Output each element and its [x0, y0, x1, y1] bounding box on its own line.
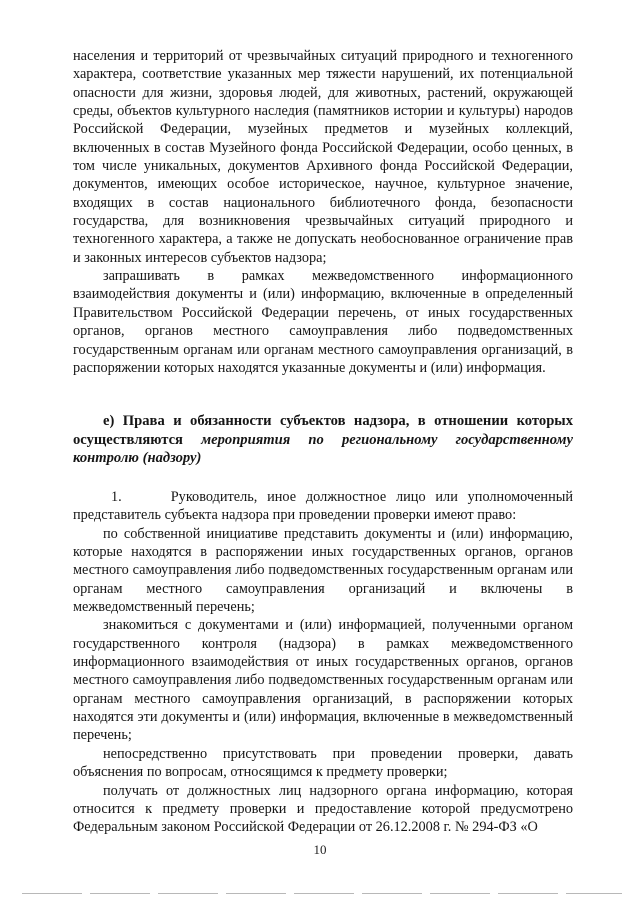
main-text-block [73, 488, 573, 837]
section-heading-text [73, 412, 573, 468]
paragraph-right-receive-info: получать от должностных лиц надзорного органа информацию, которая относится к предмету проверки и предоставление которой предусмотрено Федеральным законом Российской Федерации от 26.12.2008 г. № 294-ФЗ «О [73, 782, 573, 836]
section-heading [73, 412, 573, 468]
section-heading-prefix: е) Права и обязанности субъектов надзора, в отношении которых осуществляются [73, 413, 573, 448]
paragraph-right-attend: непосредственно присутствовать при проведении проверки, давать объяснения по вопросам, относящимся к предмету проверки; [73, 745, 573, 781]
paragraph-right-familiarize: знакомиться с документами и (или) информацией, полученными органом государственного контроля (надзора) в рамках межведомственного информационного взаимодействия от иных государственных органов, органов местного самоуправления либо подведомственных государственным органам или органам местного самоуправления организаций, в распоряжении которых находятся эти документы и (или) информация, включенные в межведомственный перечень; [73, 617, 573, 744]
page-number: 10 [313, 842, 327, 857]
footer-scan-line [22, 893, 622, 894]
section-heading-italic: мероприятия по региональному государственному контролю (надзору) [73, 431, 573, 466]
paragraph-continuation: населения и территорий от чрезвычайных ситуаций природного и техногенного характера, соответствие указанных мер тяжести нарушений, их потенциальной опасности для жизни, здоровья людей, для животных, растений, окружающей среды, объектов культурного наследия (памятников истории и культуры) народов Российской Федерации, музейных предметов и музейных коллекций, включенных в состав Музейного фонда Российской Федерации, особо ценных, в том числе уникальных, документов Архивного фонда Российской Федерации, документов, имеющих особое историческое, научное, культурное значение, входящих в состав национального библиотечного фонда, безопасности государства, для возникновения чрезвычайных ситуаций природного и техногенного характера, а также не допускать необоснованное ограничение прав и законных интересов субъектов надзора; [73, 48, 573, 266]
paragraph-right-own-initiative: по собственной инициативе представить документы и (или) информацию, которые находятся в распоряжении иных государственных органов, органов местного самоуправления либо подведомственных государственным органам или органам местного самоуправления организаций и включены в межведомственный перечень; [73, 525, 573, 616]
paragraph-rights-intro: 1. Руководитель, иное должностное лицо или уполномоченный представитель субъекта надзора при проведении проверки имеют право: [73, 489, 573, 524]
paragraph-request-documents: запрашивать в рамках межведомственного информационного взаимодействия документы и (или) информацию, включенные в определенный Правительством Российской Федерации перечень, от иных государственных органов, органов местного самоуправления либо подведомственных государственным органам или органам местного самоуправления организаций, в распоряжении которых находятся указанные документы и (или) информация. [73, 268, 573, 376]
top-text-block [73, 47, 573, 377]
